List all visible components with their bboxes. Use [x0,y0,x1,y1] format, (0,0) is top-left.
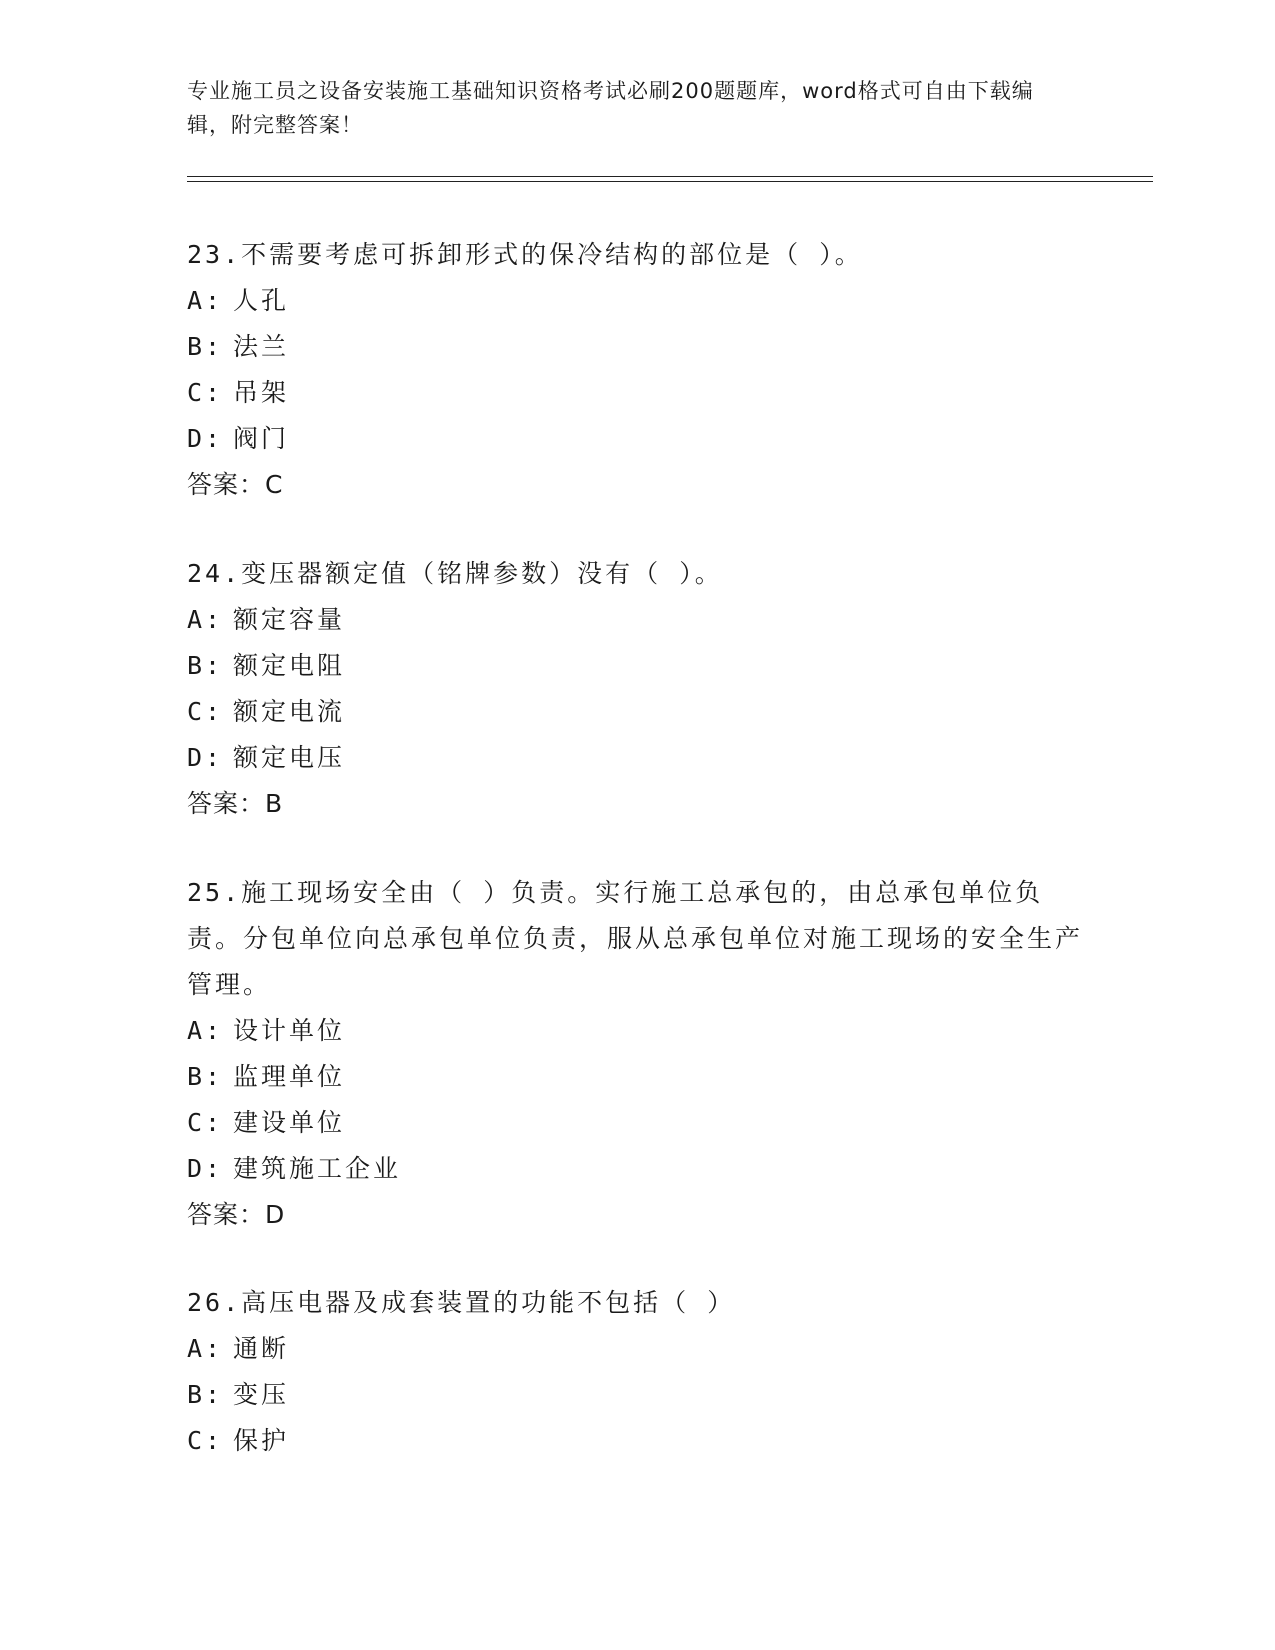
question-23 [187,232,1087,508]
option-a [187,278,1087,324]
option-text: 建设单位 [233,1108,346,1137]
option-b [187,643,1087,689]
option-letter: B: [187,1380,224,1409]
option-text: 通断 [233,1334,290,1363]
answer-label: 答案：D [187,1200,286,1229]
option-a [187,1008,1087,1054]
option-text: 建筑施工企业 [233,1154,402,1183]
option-text: 吊架 [233,378,290,407]
option-letter: C: [187,378,224,407]
option-a [187,1326,1087,1372]
option-c [187,689,1087,735]
answer-label: 答案：B [187,789,284,818]
option-text: 设计单位 [233,1016,346,1045]
option-b [187,1054,1087,1100]
option-d [187,1146,1087,1192]
option-text: 额定电阻 [233,651,346,680]
option-d [187,735,1087,781]
question-stem: 24.变压器额定值（铭牌参数）没有（ ）。 [187,559,723,588]
document-header: 专业施工员之设备安装施工基础知识资格考试必刷200题题库，word格式可自由下载编辑，附完整答案！ [187,79,1034,137]
header-divider-bottom [187,181,1153,182]
option-letter: B: [187,651,224,680]
option-text: 变压 [233,1380,290,1409]
question-stem: 25.施工现场安全由（ ）负责。实行施工总承包的，由总承包单位负责。分包单位向总承包单位负责，服从总承包单位对施工现场的安全生产管理。 [187,878,1084,999]
option-letter: B: [187,332,224,361]
option-text: 保护 [233,1426,290,1455]
option-text: 监理单位 [233,1062,346,1091]
option-letter: D: [187,424,224,453]
option-letter: A: [187,1016,224,1045]
option-letter: A: [187,1334,224,1363]
option-letter: D: [187,743,224,772]
option-c [187,1100,1087,1146]
option-text: 额定电压 [233,743,346,772]
option-text: 额定电流 [233,697,346,726]
header-divider-top [187,176,1153,177]
option-text: 法兰 [233,332,290,361]
question-24 [187,551,1087,827]
question-stem: 23.不需要考虑可拆卸形式的保冷结构的部位是（ ）。 [187,240,863,269]
option-letter: D: [187,1154,224,1183]
option-text: 阀门 [233,424,290,453]
question-stem: 26.高压电器及成套装置的功能不包括（ ） [187,1288,736,1317]
answer-label: 答案：C [187,470,284,499]
option-c [187,1418,1087,1464]
option-letter: C: [187,1108,224,1137]
option-d [187,416,1087,462]
option-letter: A: [187,605,224,634]
option-b [187,324,1087,370]
option-letter: C: [187,697,224,726]
option-text: 额定容量 [233,605,346,634]
option-b [187,1372,1087,1418]
option-letter: B: [187,1062,224,1091]
question-25 [187,870,1087,1238]
option-text: 人孔 [233,286,290,315]
option-letter: C: [187,1426,224,1455]
option-a [187,597,1087,643]
option-letter: A: [187,286,224,315]
question-26 [187,1280,1087,1464]
option-c [187,370,1087,416]
